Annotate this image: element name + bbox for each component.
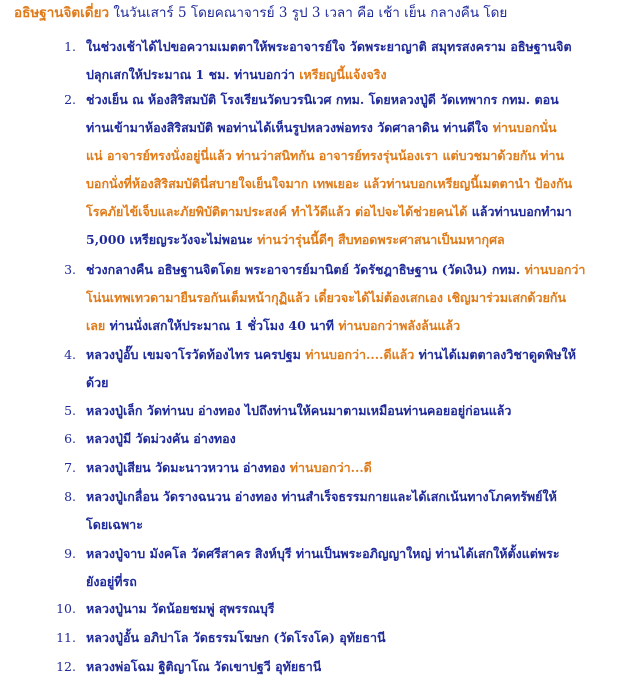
item-line <box>86 34 572 60</box>
item-line <box>86 115 557 141</box>
item-line <box>86 569 137 595</box>
quote-text: บอกนั่งที่ห้องสิริสมบัตินี่สบายใจเย็นใจมาก เทพเยอะ แล้วท่านบอกเหรียญนี้เมตตานำ ป้องกัน <box>86 176 573 191</box>
body-text: หลวงปู่มี วัดม่วงคัน อ่างทอง <box>86 431 236 446</box>
item-line <box>86 596 274 622</box>
item-number: 9. <box>64 546 76 561</box>
body-text: หลวงปู่เล็ก วัดท่านบ อ่างทอง ไปถึงท่านให้คนมาตามเหมือนท่านคอยอยู่ก่อนแล้ว <box>86 403 512 418</box>
body-text: ในช่วงเช้าได้ไปขอความเมตตาให้พระอาจารย์ใจ วัดพระยาญาติ สมุทรสงคราม อธิษฐานจิต <box>86 39 572 54</box>
body-text: แล้วท่านบอกทำมา <box>471 204 572 219</box>
body-text: โดยเฉพาะ <box>86 517 143 532</box>
item-line <box>86 313 460 339</box>
item-line <box>86 62 387 88</box>
body-text: ด้วย <box>86 375 109 390</box>
item-line <box>86 370 108 396</box>
item-line <box>86 143 564 169</box>
body-text: 5,000 เหรียญระวังจะไม่พอนะ <box>86 232 258 247</box>
quote-text: เหรียญนี้แจ้งจริง <box>299 67 387 82</box>
item-line <box>86 257 585 283</box>
item-number: 7. <box>64 460 76 475</box>
body-text: ช่วงเย็น ณ ห้องสิริสมบัติ โรงเรียนวัดบวรนิเวศ กทม. โดยหลวงปู่ดี วัดเทพากร กทม. ตอน <box>86 92 559 107</box>
item-number: 2. <box>64 92 76 107</box>
quote-text: ท่านบอกว่า...ดี <box>289 460 372 475</box>
body-text: หลวงปู่เสียน วัดมะนาวหวาน อ่างทอง <box>86 460 290 475</box>
item-number: 6. <box>64 431 76 446</box>
body-text: หลวงปู่เกลื่อน วัดรางฉนวน อ่างทอง ท่านสำเร็จธรรมกายและได้เสกเน้นทางโภคทรัพย์ให้ <box>86 489 557 504</box>
document-header <box>14 3 507 23</box>
body-text: ท่านนั่งเสกให้ประมาณ 1 ชั่วโมง 40 นาที <box>109 318 339 333</box>
item-line <box>86 342 576 368</box>
item-number: 8. <box>64 489 76 504</box>
item-line <box>86 171 572 197</box>
item-number: 12. <box>56 659 76 674</box>
body-text: หลวงพ่อโฉม ฐิติญาโณ วัดเขาปฐวี อุทัยธานี <box>86 659 322 674</box>
header-lead: อธิษฐานจิตเดี่ยว <box>14 5 110 21</box>
item-line <box>86 654 321 680</box>
quote-text: เลย <box>86 318 110 333</box>
body-text: ท่านเข้ามาห้องสิริสมบัติ พอท่านได้เห็นรูปหลวงพ่อทรง วัดศาลาดิน ท่านดีใจ <box>86 120 493 135</box>
quote-text: ท่านว่ารุ่นนี้ดีๆ สืบทอดพระศาสนาเป็นมหากุศล <box>257 232 505 247</box>
body-text: ช่วงกลางคืน อธิษฐานจิตโดย พระอาจารย์มานิตย์ วัดรัชฎาธิษฐาน (วัดเงิน) กทม. <box>86 262 525 277</box>
quote-text: ท่านบอกว่าพลังล้นแล้ว <box>338 318 461 333</box>
item-line <box>86 541 560 567</box>
item-line <box>86 87 559 113</box>
item-line <box>86 484 557 510</box>
quote-text: โรคภัยไข้เจ็บและภัยพิบัติตามประสงค์ ทำไว้ดีแล้ว ต่อไปจะได้ช่วยคนได้ <box>86 204 472 219</box>
quote-text: ท่านบอกนั่น <box>492 120 557 135</box>
item-number: 1. <box>64 39 76 54</box>
item-line <box>86 227 505 253</box>
body-text: ปลุกเสกให้ประมาณ 1 ชม. ท่านบอกว่า <box>86 67 300 82</box>
body-text: หลวงปู่อั๊บ เขมจาโรวัดท้องไทร นครปฐม <box>86 347 306 362</box>
body-text: หลวงปู่จาบ มังคโล วัดศรีสาคร สิงห์บุรี ท่านเป็นพระอภิญญาใหญ่ ท่านได้เสกให้ตั้งแต่พระ <box>86 546 560 561</box>
quote-text: ท่านบอกว่า <box>524 262 586 277</box>
item-line <box>86 199 572 225</box>
quote-text: ท่านบอกว่า....ดีแล้ว <box>305 347 419 362</box>
body-text: หลวงปู่อั้น อภิปาโล วัดธรรมโฆษก (วัดโรงโค) อุทัยธานี <box>86 630 386 645</box>
body-text: ยังอยู่ที่รถ <box>86 574 137 589</box>
item-number: 3. <box>64 262 76 277</box>
item-line <box>86 455 372 481</box>
item-number: 4. <box>64 347 76 362</box>
quote-text: แน่ อาจารย์ทรงนั่งอยู่นี่แล้ว ท่านว่าสนิทกัน อาจารย์ทรงรุ่นน้องเรา แต่บวชมาด้วยกัน ท่าน <box>86 148 565 163</box>
item-number: 5. <box>64 403 76 418</box>
header-text: ในวันเสาร์ 5 โดยคณาจารย์ 3 รูป 3 เวลา คือ เช้า เย็น กลางคืน โดย <box>113 5 508 21</box>
item-line <box>86 285 566 311</box>
item-line <box>86 426 236 452</box>
item-number: 10. <box>56 601 76 616</box>
item-number: 11. <box>56 630 76 645</box>
quote-text: โน่นเทพเทวดามายืนรอกันเต็มหน้ากุฏิแล้ว เดี๋ยวจะได้ไม่ต้องเสกเอง เชิญมาร่วมเสกด้วยกัน <box>86 290 566 305</box>
body-text: ท่านได้เมตตาลงวิชาดูดพิษให้ <box>418 347 576 362</box>
item-line <box>86 625 386 651</box>
item-line <box>86 398 511 424</box>
item-line <box>86 512 143 538</box>
body-text: หลวงปู่นาม วัดน้อยชมพู่ สุพรรณบุรี <box>86 601 275 616</box>
